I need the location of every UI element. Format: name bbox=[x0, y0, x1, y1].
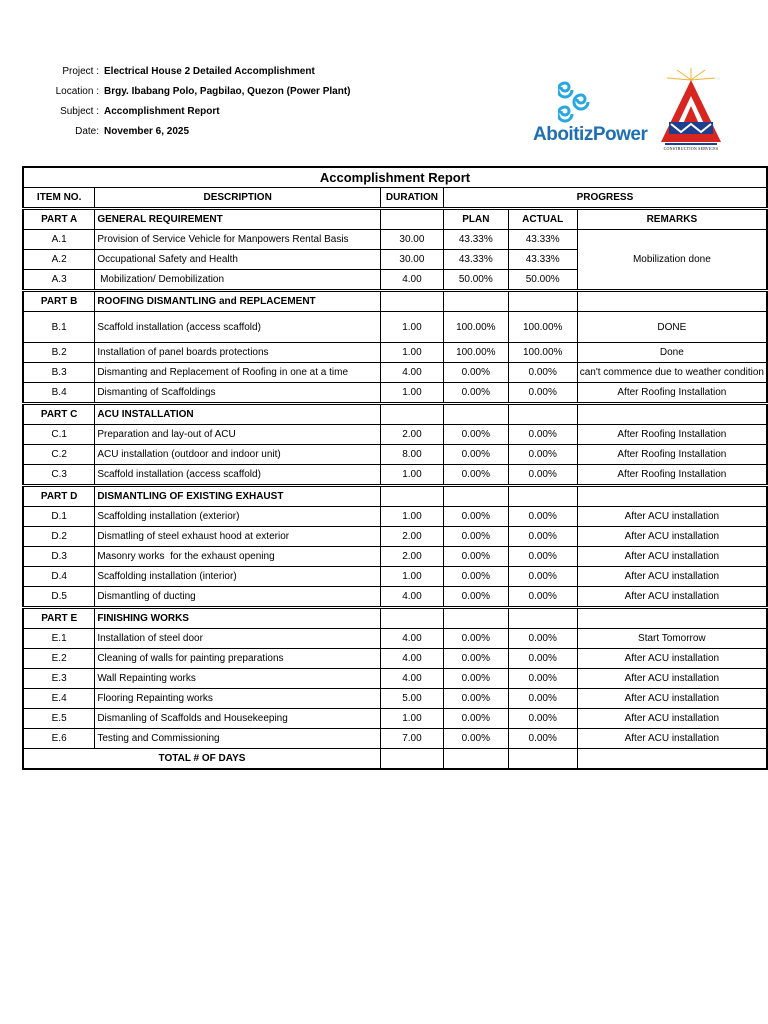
part-code: PART D bbox=[23, 486, 95, 507]
item-plan: 43.33% bbox=[443, 250, 508, 270]
item-remarks: can't commence due to weather condition bbox=[577, 363, 767, 383]
item-remarks: After ACU installation bbox=[577, 709, 767, 729]
item-description: Testing and Commissioning bbox=[95, 729, 381, 749]
item-description: Occupational Safety and Health bbox=[95, 250, 381, 270]
item-duration: 2.00 bbox=[380, 547, 443, 567]
item-remarks: After ACU installation bbox=[577, 527, 767, 547]
location-label: Location : bbox=[55, 86, 99, 97]
item-description: Dismanting of Scaffoldings bbox=[95, 383, 381, 404]
table-row bbox=[23, 383, 767, 404]
item-no: D.2 bbox=[23, 527, 95, 547]
item-actual: 0.00% bbox=[508, 507, 577, 527]
item-actual: 0.00% bbox=[508, 445, 577, 465]
table-row bbox=[23, 709, 767, 729]
item-actual: 0.00% bbox=[508, 729, 577, 749]
item-description: Provision of Service Vehicle for Manpowers Rental Basis bbox=[95, 230, 381, 250]
item-duration: 4.00 bbox=[380, 629, 443, 649]
item-description: Cleaning of walls for painting preparations bbox=[95, 649, 381, 669]
aboitiz-swirl-icon bbox=[558, 80, 608, 124]
item-remarks: After Roofing Installation bbox=[577, 465, 767, 486]
construction-logo bbox=[655, 66, 727, 158]
item-description: Dismantling of ducting bbox=[95, 587, 381, 608]
item-actual: 0.00% bbox=[508, 567, 577, 587]
aboitiz-wordmark: AboitizPower bbox=[533, 124, 648, 145]
accomplishment-table bbox=[22, 166, 768, 770]
subject-label: Subject : bbox=[60, 106, 99, 117]
item-actual: 50.00% bbox=[508, 270, 577, 291]
item-duration: 1.00 bbox=[380, 383, 443, 404]
part-code: PART A bbox=[23, 209, 95, 230]
item-description: Masonry works for the exhaust opening bbox=[95, 547, 381, 567]
table-row bbox=[23, 312, 767, 343]
item-description: Preparation and lay-out of ACU bbox=[95, 425, 381, 445]
table-row bbox=[23, 425, 767, 445]
table-row bbox=[23, 689, 767, 709]
part-row bbox=[23, 291, 767, 312]
part-name: GENERAL REQUIREMENT bbox=[95, 209, 381, 230]
table-row bbox=[23, 587, 767, 608]
item-no: C.1 bbox=[23, 425, 95, 445]
item-no: E.2 bbox=[23, 649, 95, 669]
item-plan: 0.00% bbox=[443, 689, 508, 709]
item-actual: 43.33% bbox=[508, 250, 577, 270]
item-description: Scaffolding installation (exterior) bbox=[95, 507, 381, 527]
item-duration: 7.00 bbox=[380, 729, 443, 749]
part-name: ROOFING DISMANTLING and REPLACEMENT bbox=[95, 291, 381, 312]
table-row bbox=[23, 729, 767, 749]
item-plan: 50.00% bbox=[443, 270, 508, 291]
item-duration: 5.00 bbox=[380, 689, 443, 709]
part-row bbox=[23, 486, 767, 507]
item-plan: 0.00% bbox=[443, 547, 508, 567]
item-plan: 0.00% bbox=[443, 507, 508, 527]
item-actual: 100.00% bbox=[508, 343, 577, 363]
item-plan: 0.00% bbox=[443, 649, 508, 669]
item-duration: 2.00 bbox=[380, 527, 443, 547]
item-duration: 8.00 bbox=[380, 445, 443, 465]
item-plan: 43.33% bbox=[443, 230, 508, 250]
table-row bbox=[23, 527, 767, 547]
table-row bbox=[23, 547, 767, 567]
header-remarks: REMARKS bbox=[577, 209, 767, 230]
item-plan: 0.00% bbox=[443, 729, 508, 749]
item-description: Wall Repainting works bbox=[95, 669, 381, 689]
table-row bbox=[23, 465, 767, 486]
item-duration: 1.00 bbox=[380, 507, 443, 527]
item-no: C.3 bbox=[23, 465, 95, 486]
date-value: November 6, 2025 bbox=[104, 126, 190, 137]
item-no: B.1 bbox=[23, 312, 95, 343]
part-row bbox=[23, 209, 767, 230]
item-actual: 0.00% bbox=[508, 587, 577, 608]
item-actual: 0.00% bbox=[508, 465, 577, 486]
item-description: Flooring Repainting works bbox=[95, 689, 381, 709]
item-remarks: After ACU installation bbox=[577, 729, 767, 749]
table-row bbox=[23, 567, 767, 587]
item-plan: 0.00% bbox=[443, 363, 508, 383]
item-duration: 1.00 bbox=[380, 343, 443, 363]
construction-emblem-icon bbox=[655, 66, 727, 158]
item-description: Scaffolding installation (interior) bbox=[95, 567, 381, 587]
item-duration: 4.00 bbox=[380, 649, 443, 669]
item-actual: 43.33% bbox=[508, 230, 577, 250]
item-remarks: After ACU installation bbox=[577, 567, 767, 587]
item-description: Installation of panel boards protections bbox=[95, 343, 381, 363]
item-no: A.2 bbox=[23, 250, 95, 270]
part-row bbox=[23, 404, 767, 425]
item-no: C.2 bbox=[23, 445, 95, 465]
item-duration: 1.00 bbox=[380, 465, 443, 486]
item-description: Scaffold installation (access scaffold) bbox=[95, 465, 381, 486]
item-plan: 0.00% bbox=[443, 587, 508, 608]
item-actual: 0.00% bbox=[508, 709, 577, 729]
part-code: PART B bbox=[23, 291, 95, 312]
item-plan: 100.00% bbox=[443, 343, 508, 363]
item-actual: 0.00% bbox=[508, 669, 577, 689]
location-value: Brgy. Ibabang Polo, Pagbilao, Quezon (Power Plant) bbox=[104, 86, 351, 97]
item-no: E.5 bbox=[23, 709, 95, 729]
subject-value: Accomplishment Report bbox=[104, 106, 220, 117]
item-actual: 0.00% bbox=[508, 425, 577, 445]
item-actual: 0.00% bbox=[508, 689, 577, 709]
item-remarks: After ACU installation bbox=[577, 507, 767, 527]
total-label: TOTAL # OF DAYS bbox=[23, 749, 380, 770]
item-plan: 0.00% bbox=[443, 445, 508, 465]
table-row bbox=[23, 343, 767, 363]
item-description: Dismatling of steel exhaust hood at exterior bbox=[95, 527, 381, 547]
item-description: Installation of steel door bbox=[95, 629, 381, 649]
item-remarks: After Roofing Installation bbox=[577, 383, 767, 404]
part-name: DISMANTLING OF EXISTING EXHAUST bbox=[95, 486, 381, 507]
item-plan: 0.00% bbox=[443, 567, 508, 587]
item-remarks: After ACU installation bbox=[577, 547, 767, 567]
item-no: E.3 bbox=[23, 669, 95, 689]
item-duration: 2.00 bbox=[380, 425, 443, 445]
part-name: ACU INSTALLATION bbox=[95, 404, 381, 425]
item-duration: 30.00 bbox=[380, 250, 443, 270]
item-no: D.5 bbox=[23, 587, 95, 608]
header-progress: PROGRESS bbox=[443, 188, 767, 209]
header-duration: DURATION bbox=[380, 188, 443, 209]
table-header-row bbox=[23, 188, 767, 209]
item-plan: 0.00% bbox=[443, 465, 508, 486]
total-duration bbox=[380, 749, 443, 770]
project-label: Project : bbox=[62, 66, 99, 77]
header-description: DESCRIPTION bbox=[95, 188, 381, 209]
item-plan: 0.00% bbox=[443, 669, 508, 689]
item-actual: 0.00% bbox=[508, 629, 577, 649]
table-row bbox=[23, 507, 767, 527]
item-plan: 0.00% bbox=[443, 425, 508, 445]
item-no: E.4 bbox=[23, 689, 95, 709]
item-actual: 0.00% bbox=[508, 363, 577, 383]
item-no: A.1 bbox=[23, 230, 95, 250]
item-plan: 0.00% bbox=[443, 629, 508, 649]
item-description: Dismanling of Scaffolds and Housekeeping bbox=[95, 709, 381, 729]
table-row bbox=[23, 669, 767, 689]
item-remarks: Done bbox=[577, 343, 767, 363]
part-code: PART C bbox=[23, 404, 95, 425]
item-duration: 4.00 bbox=[380, 587, 443, 608]
item-plan: 0.00% bbox=[443, 709, 508, 729]
item-actual: 0.00% bbox=[508, 649, 577, 669]
table-row bbox=[23, 363, 767, 383]
part-code: PART E bbox=[23, 608, 95, 629]
item-remarks: After Roofing Installation bbox=[577, 425, 767, 445]
item-duration: 1.00 bbox=[380, 709, 443, 729]
item-no: D.1 bbox=[23, 507, 95, 527]
item-remarks: After ACU installation bbox=[577, 649, 767, 669]
item-no: E.6 bbox=[23, 729, 95, 749]
total-row bbox=[23, 749, 767, 770]
item-remarks: Start Tomorrow bbox=[577, 629, 767, 649]
item-no: B.3 bbox=[23, 363, 95, 383]
table-row bbox=[23, 230, 767, 250]
item-no: D.4 bbox=[23, 567, 95, 587]
item-remarks: Mobilization done bbox=[577, 230, 767, 291]
part-row bbox=[23, 608, 767, 629]
table-row bbox=[23, 649, 767, 669]
item-duration: 1.00 bbox=[380, 312, 443, 343]
header-item-no: ITEM NO. bbox=[23, 188, 95, 209]
item-remarks: After Roofing Installation bbox=[577, 445, 767, 465]
aboitizpower-logo bbox=[533, 80, 648, 150]
item-plan: 0.00% bbox=[443, 383, 508, 404]
header-actual: ACTUAL bbox=[508, 209, 577, 230]
item-remarks: After ACU installation bbox=[577, 669, 767, 689]
item-duration: 30.00 bbox=[380, 230, 443, 250]
part-name: FINISHING WORKS bbox=[95, 608, 381, 629]
item-actual: 100.00% bbox=[508, 312, 577, 343]
table-row bbox=[23, 629, 767, 649]
item-description: Scaffold installation (access scaffold) bbox=[95, 312, 381, 343]
item-no: B.4 bbox=[23, 383, 95, 404]
item-description: Mobilization/ Demobilization bbox=[95, 270, 381, 291]
item-plan: 100.00% bbox=[443, 312, 508, 343]
item-duration: 1.00 bbox=[380, 567, 443, 587]
item-no: D.3 bbox=[23, 547, 95, 567]
item-duration: 4.00 bbox=[380, 669, 443, 689]
item-no: B.2 bbox=[23, 343, 95, 363]
item-plan: 0.00% bbox=[443, 527, 508, 547]
item-actual: 0.00% bbox=[508, 527, 577, 547]
item-remarks: DONE bbox=[577, 312, 767, 343]
item-actual: 0.00% bbox=[508, 383, 577, 404]
item-description: ACU installation (outdoor and indoor unit) bbox=[95, 445, 381, 465]
item-actual: 0.00% bbox=[508, 547, 577, 567]
construction-logo-caption: CONSTRUCTION SERVICES bbox=[663, 146, 719, 151]
item-duration: 4.00 bbox=[380, 363, 443, 383]
date-label: Date: bbox=[75, 126, 99, 137]
table-title: Accomplishment Report bbox=[23, 167, 767, 188]
item-no: A.3 bbox=[23, 270, 95, 291]
table-row bbox=[23, 445, 767, 465]
item-description: Dismanting and Replacement of Roofing in one at a time bbox=[95, 363, 381, 383]
item-no: E.1 bbox=[23, 629, 95, 649]
item-remarks: After ACU installation bbox=[577, 587, 767, 608]
table-title-row bbox=[23, 167, 767, 188]
item-remarks: After ACU installation bbox=[577, 689, 767, 709]
header-plan: PLAN bbox=[443, 209, 508, 230]
project-value: Electrical House 2 Detailed Accomplishment bbox=[104, 66, 315, 77]
item-duration: 4.00 bbox=[380, 270, 443, 291]
